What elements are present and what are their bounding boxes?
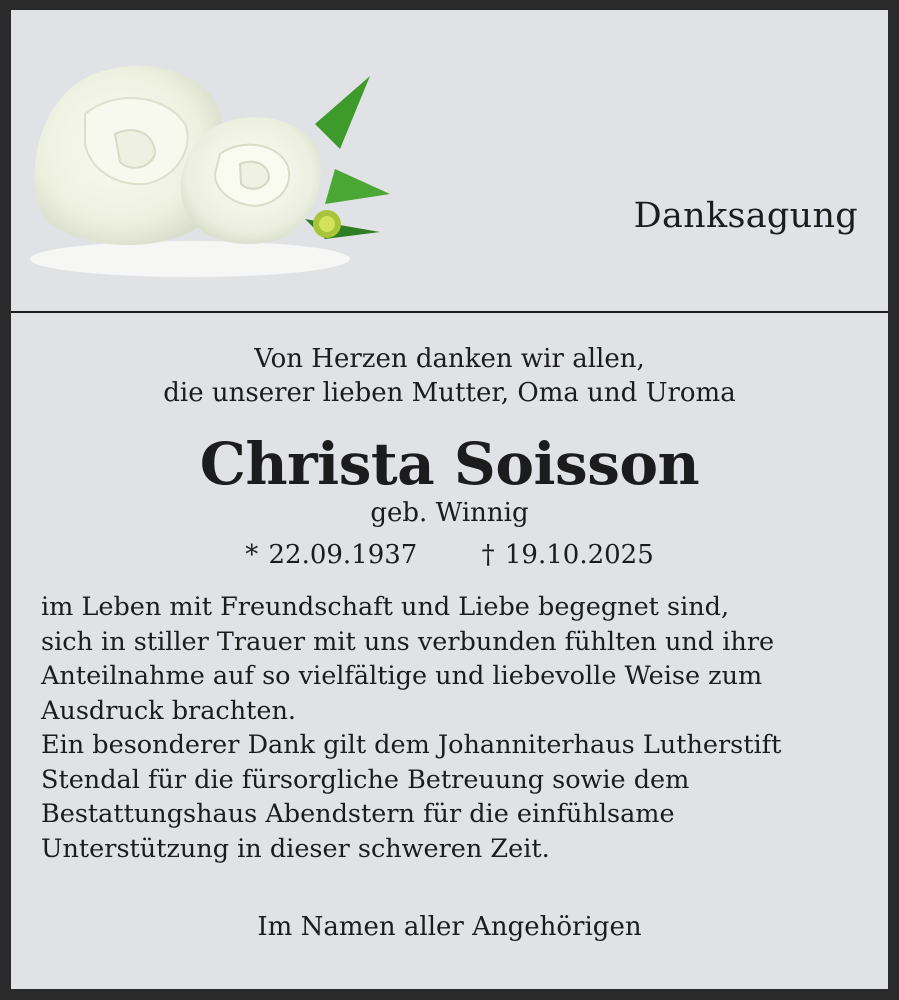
body-line: Unterstützung in dieser schweren Zeit. <box>41 833 550 864</box>
intro-line: die unserer lieben Mutter, Oma und Uroma <box>163 378 736 408</box>
deceased-name: Christa Soisson <box>199 430 700 498</box>
obituary-card <box>11 10 888 989</box>
intro-line: Von Herzen danken wir allen, <box>254 344 645 374</box>
white-roses-icon <box>25 54 395 284</box>
signature: Im Namen aller Angehörigen <box>257 912 642 942</box>
body-line: Stendal für die fürsorgliche Betreuung sowie dem <box>41 764 690 795</box>
body-line: Anteilnahme auf so vielfältige und liebevolle Weise zum <box>41 661 763 691</box>
death-date: † 19.10.2025 <box>481 540 654 570</box>
body-line: Ausdruck brachten. <box>41 695 296 726</box>
birth-date: * 22.09.1937 <box>245 540 418 570</box>
message-body <box>41 590 871 866</box>
notice-heading: Danksagung <box>633 196 858 236</box>
body-line: Ein besonderer Dank gilt dem Johanniterhaus Lutherstift <box>41 730 782 760</box>
intro-text <box>11 342 888 410</box>
body-line: im Leben mit Freundschaft und Liebe begegnet sind, <box>41 592 730 622</box>
life-dates <box>11 540 888 570</box>
body-line: Bestattungshaus Abendstern für die einfühlsame <box>41 799 675 829</box>
divider-line <box>11 311 888 313</box>
maiden-name: geb. Winnig <box>370 498 529 528</box>
body-line: sich in stiller Trauer mit uns verbunden fühlten und ihre <box>41 626 775 657</box>
